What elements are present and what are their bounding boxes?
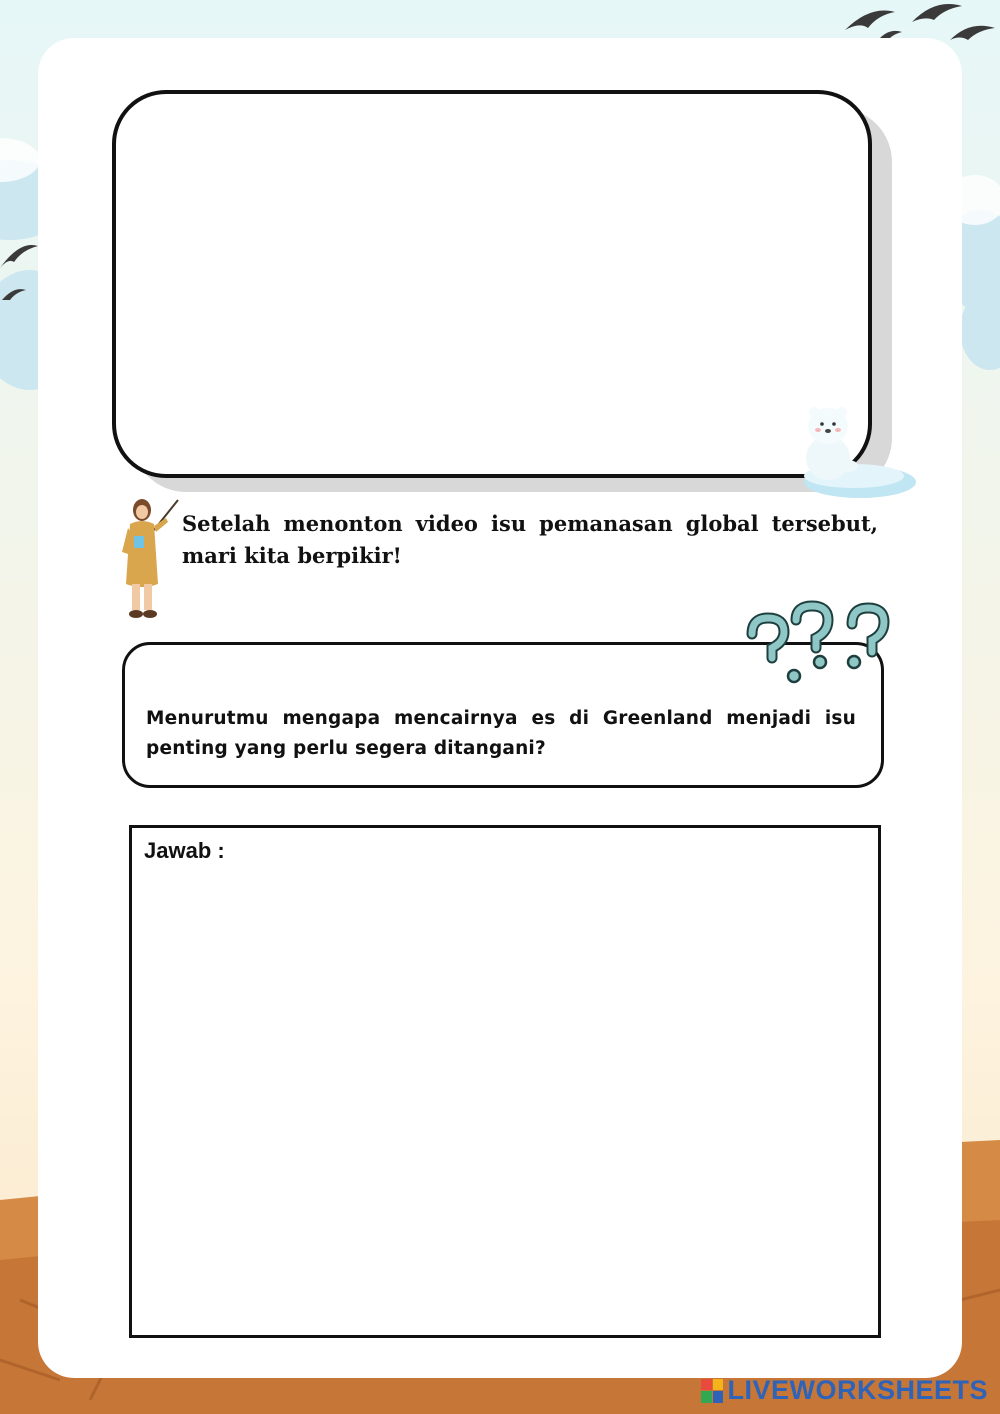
watermark: [701, 1375, 988, 1406]
watermark-text: LIVEWORKSHEETS: [727, 1375, 988, 1405]
question-text: Menurutmu mengapa mencairnya es di Greenland menjadi isu penting yang perlu segera ditangani?: [146, 708, 856, 759]
teacher-pointing-icon: [120, 496, 182, 622]
answer-box[interactable]: [129, 825, 881, 1338]
answer-label: Jawab :: [144, 838, 225, 863]
polar-bear-on-ice-icon: [790, 400, 920, 502]
video-placeholder-frame: [112, 90, 872, 478]
liveworksheets-logo-icon: [701, 1379, 723, 1403]
question-marks-icon: [742, 600, 892, 686]
instruction-text: Setelah menonton video isu pemanasan global tersebut, mari kita berpikir!: [182, 511, 878, 568]
